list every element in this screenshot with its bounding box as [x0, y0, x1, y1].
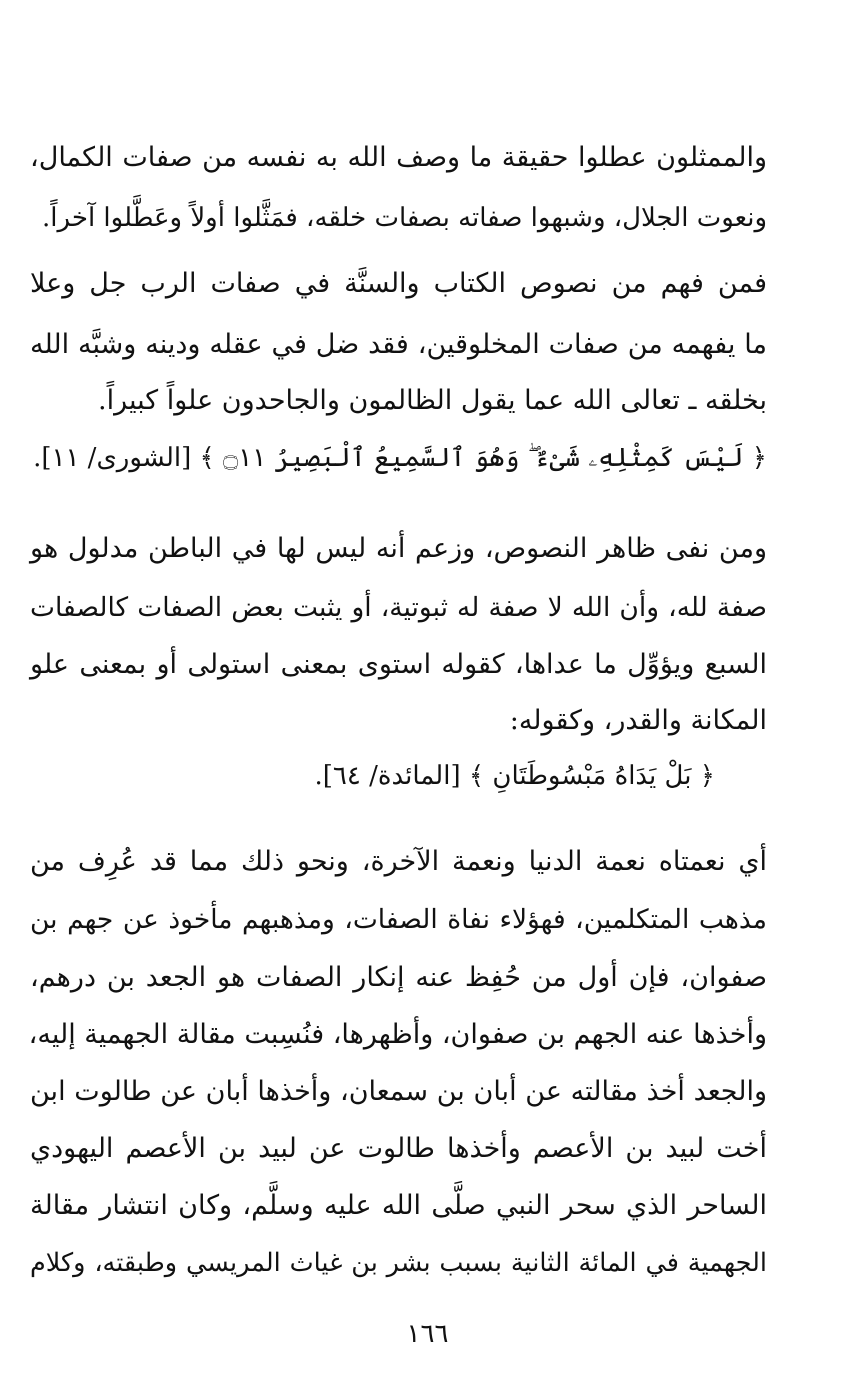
- text-line: أي نعمتاه نعمة الدنيا ونعمة الآخرة، ونحو ذلك مما قد عُرِف من: [30, 846, 767, 877]
- text-line: ونعوت الجلال، وشبهوا صفاته بصفات خلقه، فمَثَّلوا أولاً وعَطَّلوا آخراً.: [42, 203, 767, 233]
- text-line: ما يفهمه من صفات المخلوقين، فقد ضل في عقله ودينه وشبَّه الله: [30, 329, 767, 360]
- text-line: أخت لبيد بن الأعصم وأخذها طالوت عن لبيد بن الأعصم اليهودي: [30, 1133, 767, 1164]
- text-line: الجهمية في المائة الثانية بسبب بشر بن غياث المريسي وطبقته، وكلام: [30, 1248, 767, 1278]
- page-number: ١٦٦: [406, 1319, 449, 1349]
- quran-verse: ﴿ بَلْ يَدَاهُ مَبْسُوطَتَانِ ﴾ [المائدة/ ٦٤].: [314, 761, 715, 791]
- text-line: والممثلون عطلوا حقيقة ما وصف الله به نفسه من صفات الكمال،: [30, 142, 767, 173]
- text-line: الساحر الذي سحر النبي صلَّى الله عليه وسلَّم، وكان انتشار مقالة: [30, 1190, 767, 1221]
- text-line: فمن فهم من نصوص الكتاب والسنَّة في صفات الرب جل وعلا: [30, 268, 767, 299]
- text-line: المكانة والقدر، وكقوله:: [509, 705, 767, 736]
- text-line: السبع ويؤوِّل ما عداها، كقوله استوى بمعنى استولى أو بمعنى علو: [30, 649, 767, 680]
- text-line: وأخذها عنه الجهم بن صفوان، وأظهرها، فنُسِبت مقالة الجهمية إليه،: [28, 1019, 767, 1050]
- quran-verse: ﴿ لَيْسَ كَمِثْلِهِۦ شَىْءٌ ۖ وَهُوَ ٱلسَّمِيعُ ٱلْبَصِيرُ ۝١١ ﴾ [الشورى/ ١١].: [33, 443, 767, 473]
- text-line: بخلقه ـ تعالى الله عما يقول الظالمون والجاحدون علواً كبيراً.: [98, 385, 767, 416]
- text-line: صفة لله، وأن الله لا صفة له ثبوتية، أو يثبت بعض الصفات كالصفات: [30, 592, 767, 623]
- text-line: والجعد أخذ مقالته عن أبان بن سمعان، وأخذها أبان عن طالوت ابن: [30, 1076, 767, 1107]
- text-line: ومن نفى ظاهر النصوص، وزعم أنه ليس لها في الباطن مدلول هو: [30, 533, 767, 564]
- text-line: صفوان، فإن أول من حُفِظ عنه إنكار الصفات هو الجعد بن درهم،: [30, 962, 767, 993]
- text-line: مذهب المتكلمين، فهؤلاء نفاة الصفات، ومذهبهم مأخوذ عن جهم بن: [30, 904, 767, 935]
